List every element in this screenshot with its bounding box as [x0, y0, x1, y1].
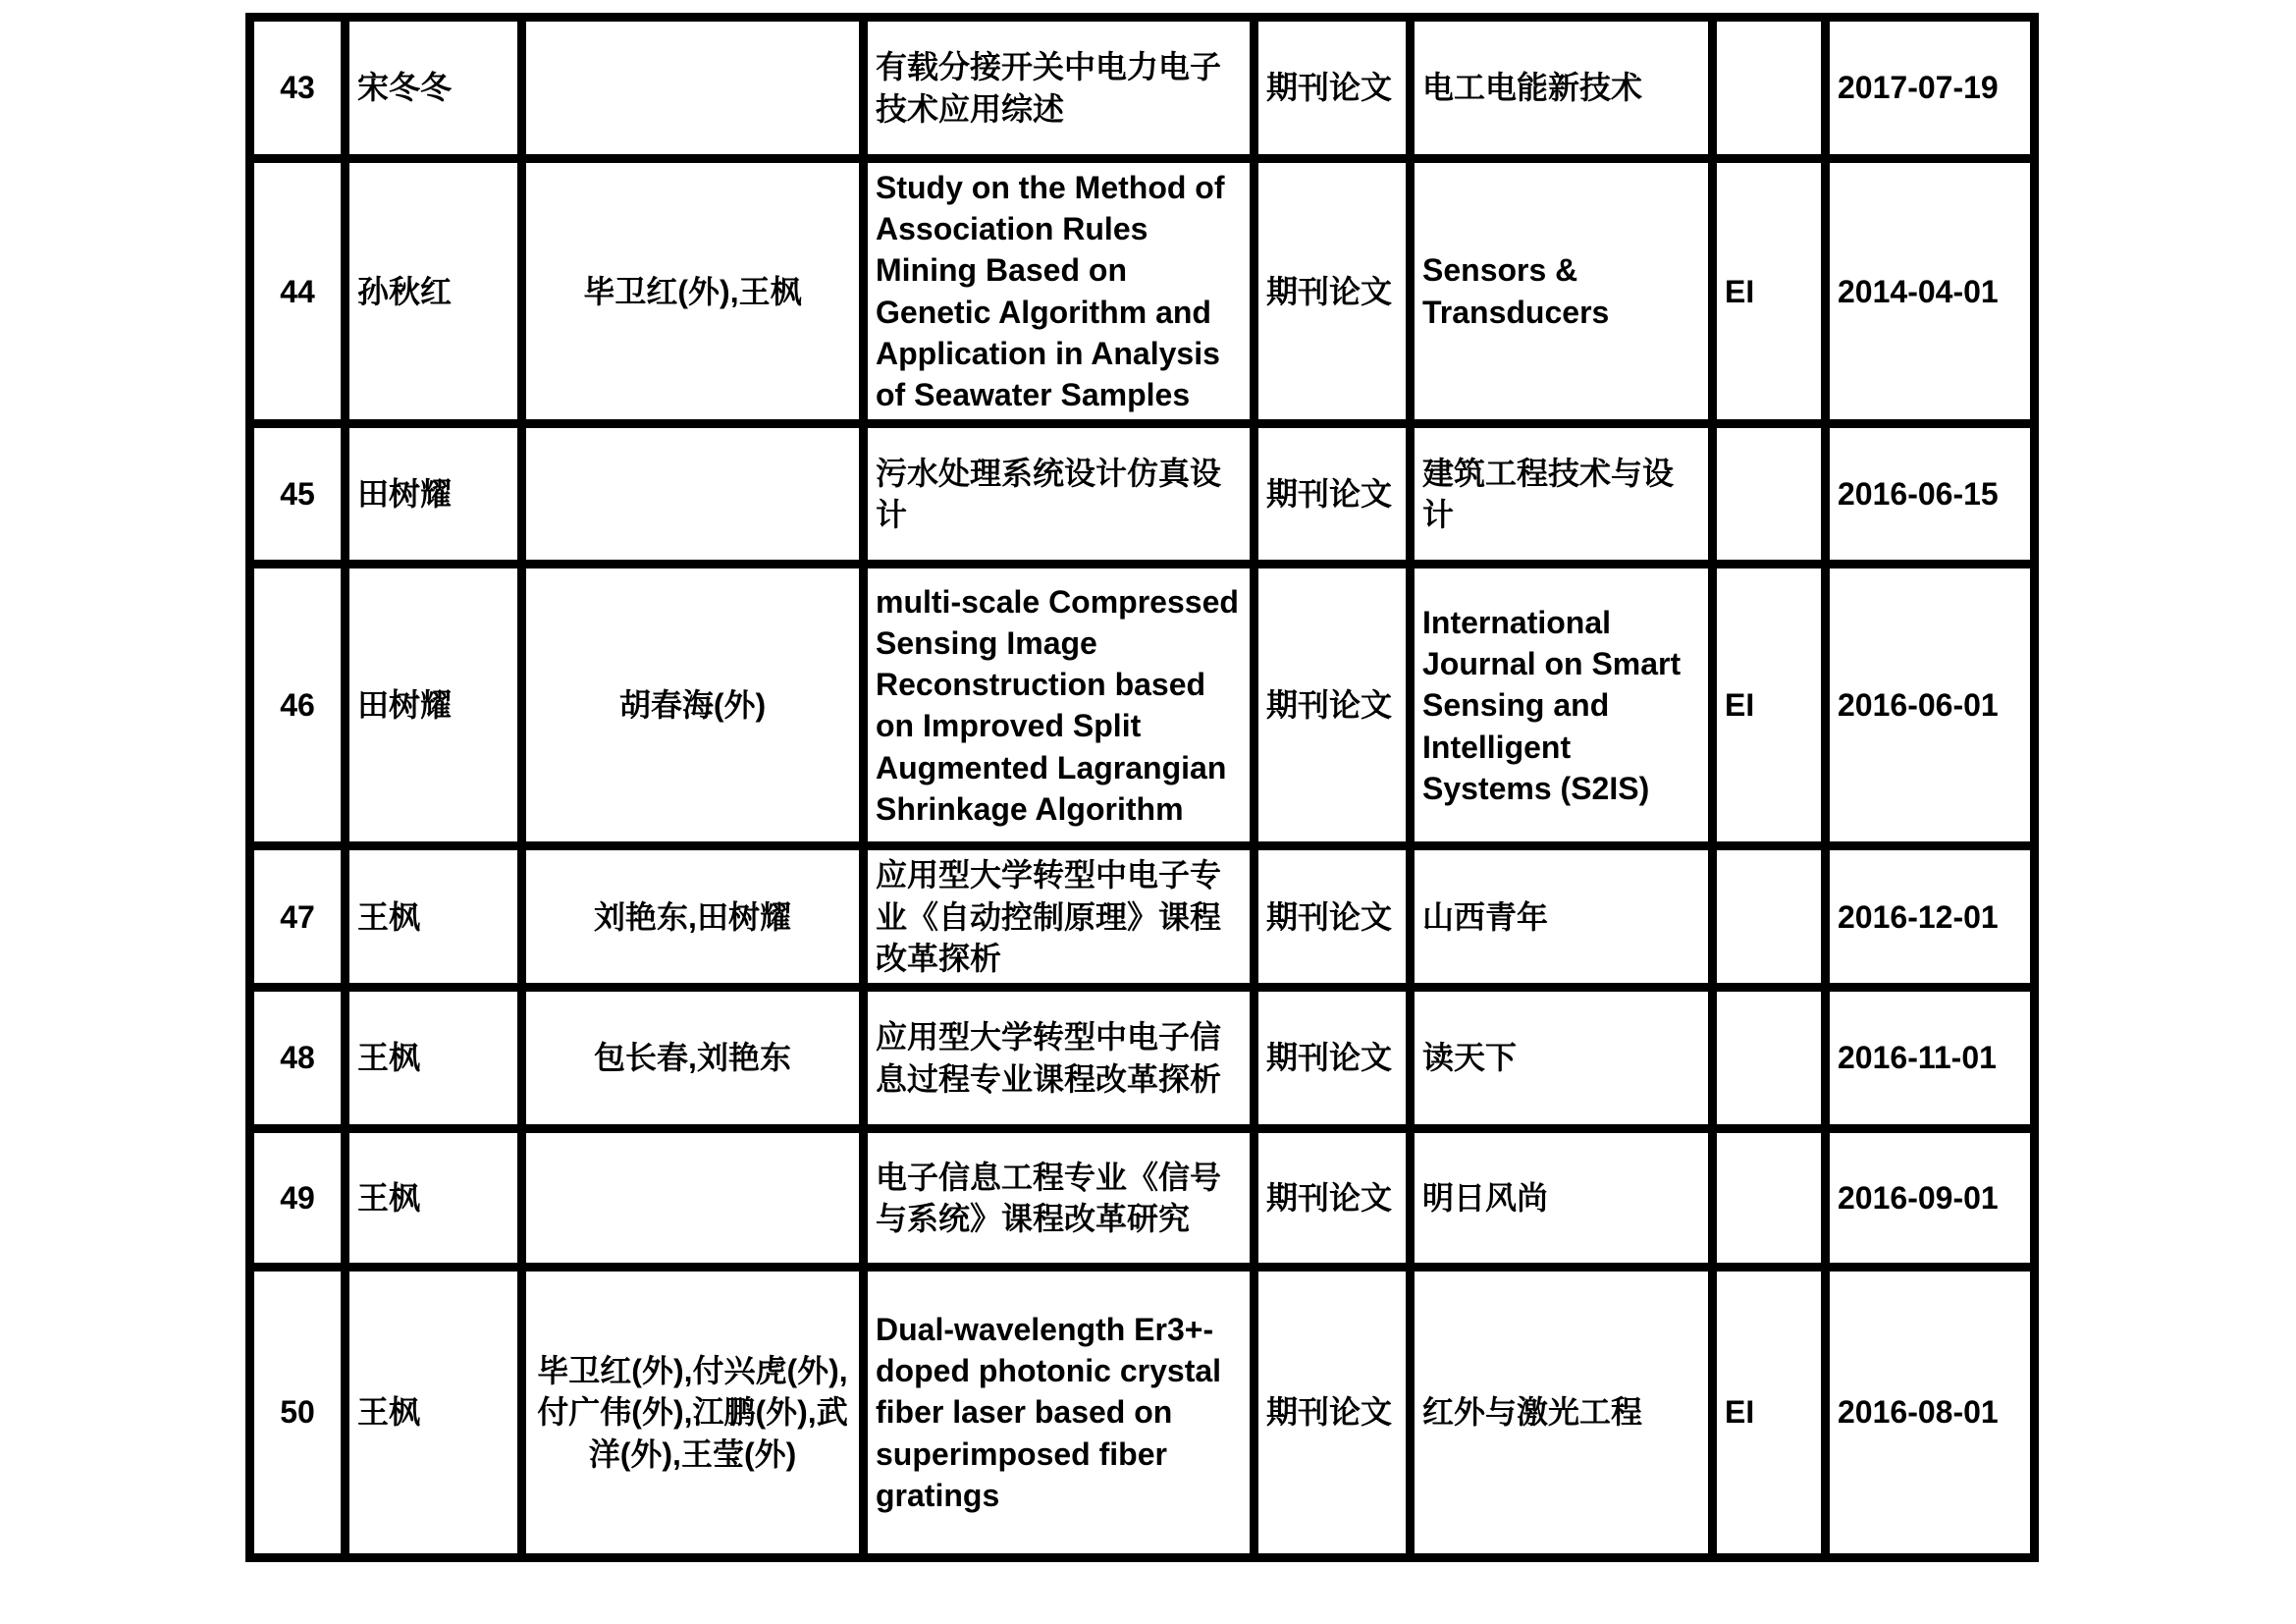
publications-table-container: [245, 13, 2039, 1562]
cell-seq: 48: [250, 988, 346, 1129]
table-row: [250, 846, 2035, 988]
cell-title: 应用型大学转型中电子专业《自动控制原理》课程改革探析: [864, 846, 1255, 988]
cell-type: 期刊论文: [1255, 565, 1411, 846]
table-row: [250, 1268, 2035, 1558]
cell-type: 期刊论文: [1255, 18, 1411, 159]
cell-type: 期刊论文: [1255, 988, 1411, 1129]
cell-first-author: 宋冬冬: [346, 18, 522, 159]
cell-type: 期刊论文: [1255, 1129, 1411, 1268]
cell-first-author: 王枫: [346, 988, 522, 1129]
cell-co-authors: 刘艳东,田树耀: [522, 846, 864, 988]
cell-type: 期刊论文: [1255, 159, 1411, 424]
cell-index: [1713, 424, 1826, 565]
cell-seq: 45: [250, 424, 346, 565]
cell-title: 有载分接开关中电力电子技术应用综述: [864, 18, 1255, 159]
table-row: [250, 424, 2035, 565]
cell-journal: International Journal on Smart Sensing and Intelligent Systems (S2IS): [1411, 565, 1713, 846]
cell-journal: 电工电能新技术: [1411, 18, 1713, 159]
table-row: [250, 988, 2035, 1129]
cell-type: 期刊论文: [1255, 1268, 1411, 1558]
cell-journal: 山西青年: [1411, 846, 1713, 988]
cell-index: [1713, 18, 1826, 159]
cell-journal: 明日风尚: [1411, 1129, 1713, 1268]
cell-index: [1713, 846, 1826, 988]
cell-seq: 49: [250, 1129, 346, 1268]
cell-title: multi-scale Compressed Sensing Image Reconstruction based on Improved Split Augmented Lagrangian Shrinkage Algorithm: [864, 565, 1255, 846]
cell-co-authors: 包长春,刘艳东: [522, 988, 864, 1129]
cell-date: 2016-12-01: [1826, 846, 2035, 988]
cell-title: 应用型大学转型中电子信息过程专业课程改革探析: [864, 988, 1255, 1129]
table-row: [250, 1129, 2035, 1268]
cell-date: 2014-04-01: [1826, 159, 2035, 424]
cell-first-author: 田树耀: [346, 565, 522, 846]
cell-co-authors: [522, 18, 864, 159]
cell-co-authors: [522, 1129, 864, 1268]
cell-date: 2016-06-15: [1826, 424, 2035, 565]
cell-index: [1713, 988, 1826, 1129]
cell-index: EI: [1713, 159, 1826, 424]
cell-date: 2016-08-01: [1826, 1268, 2035, 1558]
cell-first-author: 王枫: [346, 1129, 522, 1268]
cell-journal: Sensors & Transducers: [1411, 159, 1713, 424]
cell-journal: 红外与激光工程: [1411, 1268, 1713, 1558]
cell-seq: 44: [250, 159, 346, 424]
cell-title: 电子信息工程专业《信号与系统》课程改革研究: [864, 1129, 1255, 1268]
cell-co-authors: [522, 424, 864, 565]
cell-first-author: 王枫: [346, 846, 522, 988]
cell-date: 2016-11-01: [1826, 988, 2035, 1129]
cell-first-author: 孙秋红: [346, 159, 522, 424]
table-row: [250, 159, 2035, 424]
cell-co-authors: 毕卫红(外),王枫: [522, 159, 864, 424]
cell-seq: 47: [250, 846, 346, 988]
cell-type: 期刊论文: [1255, 424, 1411, 565]
table-row: [250, 565, 2035, 846]
cell-first-author: 田树耀: [346, 424, 522, 565]
cell-first-author: 王枫: [346, 1268, 522, 1558]
cell-title: 污水处理系统设计仿真设计: [864, 424, 1255, 565]
cell-type: 期刊论文: [1255, 846, 1411, 988]
cell-journal: 建筑工程技术与设计: [1411, 424, 1713, 565]
publications-table: [245, 13, 2039, 1562]
cell-seq: 46: [250, 565, 346, 846]
cell-index: EI: [1713, 565, 1826, 846]
cell-co-authors: 毕卫红(外),付兴虎(外),付广伟(外),江鹏(外),武洋(外),王莹(外): [522, 1268, 864, 1558]
cell-seq: 43: [250, 18, 346, 159]
cell-index: [1713, 1129, 1826, 1268]
table-row: [250, 18, 2035, 159]
cell-co-authors: 胡春海(外): [522, 565, 864, 846]
cell-journal: 读天下: [1411, 988, 1713, 1129]
cell-date: 2016-09-01: [1826, 1129, 2035, 1268]
cell-date: 2016-06-01: [1826, 565, 2035, 846]
cell-date: 2017-07-19: [1826, 18, 2035, 159]
cell-index: EI: [1713, 1268, 1826, 1558]
cell-title: Study on the Method of Association Rules Mining Based on Genetic Algorithm and Application in Analysis of Seawater Samples: [864, 159, 1255, 424]
cell-seq: 50: [250, 1268, 346, 1558]
cell-title: Dual-wavelength Er3+-doped photonic crystal fiber laser based on superimposed fiber gratings: [864, 1268, 1255, 1558]
